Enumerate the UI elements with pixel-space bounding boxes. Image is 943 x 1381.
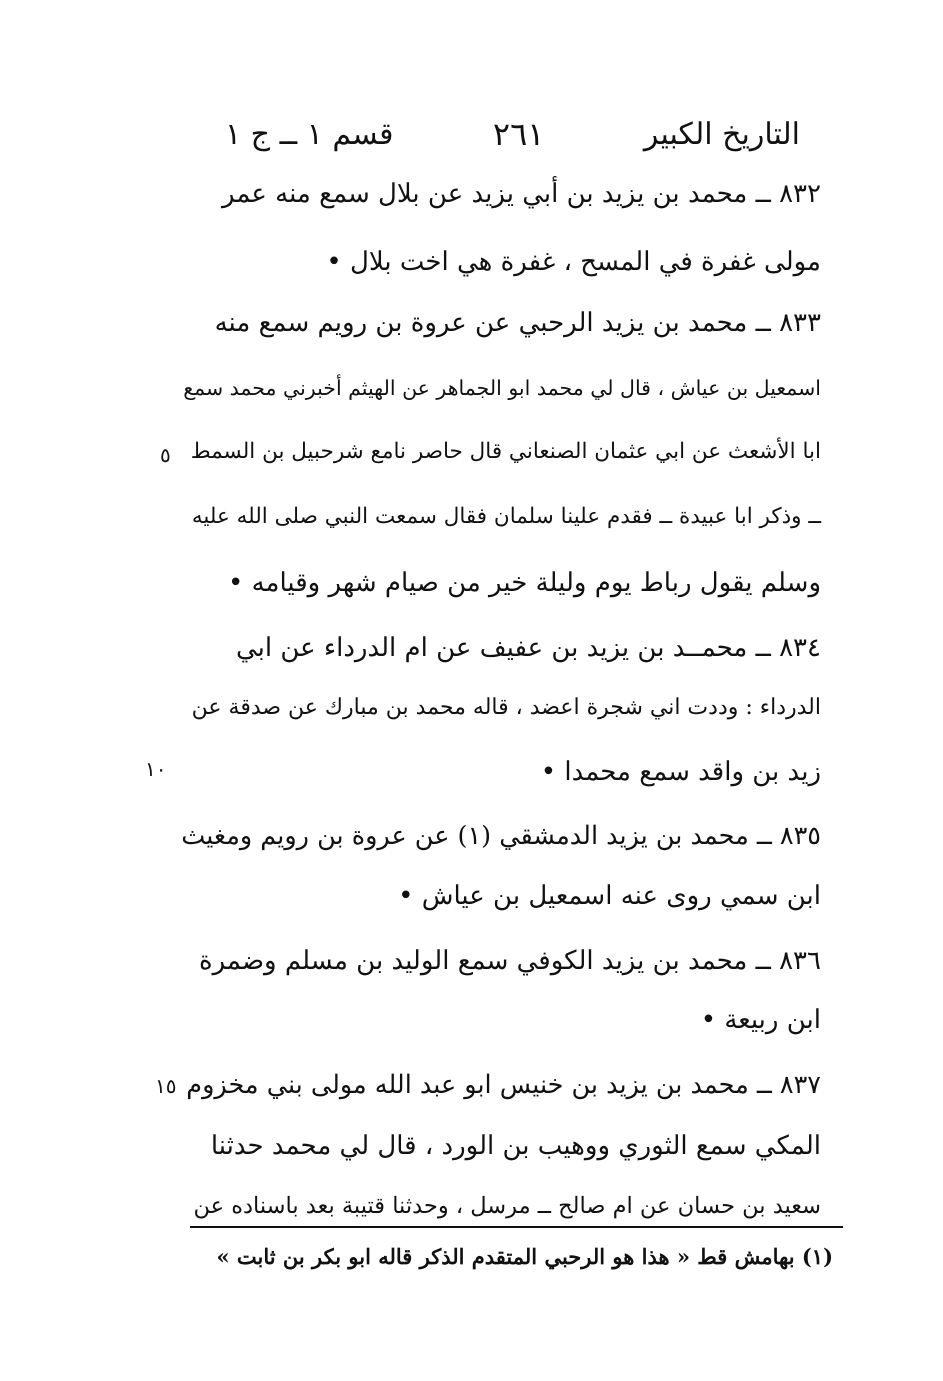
text-line: ابن ربيعة • — [700, 1005, 821, 1035]
footnote: (١) بهامش قط « هذا هو الرحبي المتقدم الذكر قاله ابو بكر بن ثابت » — [216, 1244, 833, 1269]
text-line: وسلم يقول رباط يوم وليلة خير من صيام شهر وقيامه • — [228, 568, 821, 598]
margin-line-number: ٥ — [160, 443, 171, 467]
text-line: سعيد بن حسان عن ام صالح ــ مرسل ، وحدثنا قتيبة بعد باسناده عن — [193, 1193, 821, 1219]
page-header — [225, 112, 800, 156]
book-title: التاريخ الكبير — [643, 116, 800, 152]
text-line: ٨٣٥ ــ محمد بن يزيد الدمشقي (١) عن عروة بن رويم ومغيث — [181, 821, 821, 851]
page-number: ٢٦١ — [492, 115, 545, 153]
margin-line-number: ١٠ — [145, 757, 167, 781]
text-line: مولى غفرة في المسح ، غفرة هي اخت بلال • — [326, 247, 821, 277]
text-line: ابا الأشعث عن ابي عثمان الصنعاني قال حاصر نامع شرحبيل بن السمط — [190, 439, 821, 464]
text-line: ــ وذكر ابا عبيدة ــ فقدم علينا سلمان فقال سمعت النبي صلى الله عليه — [191, 504, 821, 529]
text-line: ٨٣٤ ــ محمــد بن يزيد بن عفيف عن ام الدرداء عن ابي — [235, 633, 821, 663]
footnote-divider — [190, 1226, 843, 1228]
text-line: اسمعيل بن عياش ، قال لي محمد ابو الجماهر عن الهيثم أخبرني محمد سمع — [183, 376, 821, 400]
text-line: ٨٣٢ ــ محمد بن يزيد بن أبي يزيد عن بلال سمع منه عمر — [221, 179, 821, 209]
text-line: ٨٣٧ ــ محمد بن يزيد بن خنيس ابو عبد الله مولى بني مخزوم — [186, 1070, 821, 1100]
text-line: المكي سمع الثوري ووهيب بن الورد ، قال لي محمد حدثنا — [210, 1131, 821, 1161]
text-line: الدرداء : وددت اني شجرة اعضد ، قاله محمد بن مبارك عن صدقة عن — [191, 695, 821, 720]
text-line: ابن سمي روى عنه اسمعيل بن عياش • — [398, 881, 821, 911]
text-line: ٨٣٦ ــ محمد بن يزيد الكوفي سمع الوليد بن مسلم وضمرة — [198, 946, 821, 976]
text-line: زيد بن واقد سمع محمدا • — [540, 757, 821, 787]
margin-line-number: ١٥ — [155, 1074, 177, 1098]
section-label: قسم ١ ــ ج ١ — [225, 116, 394, 152]
text-line: ٨٣٣ ــ محمد بن يزيد الرحبي عن عروة بن رويم سمع منه — [214, 308, 821, 338]
